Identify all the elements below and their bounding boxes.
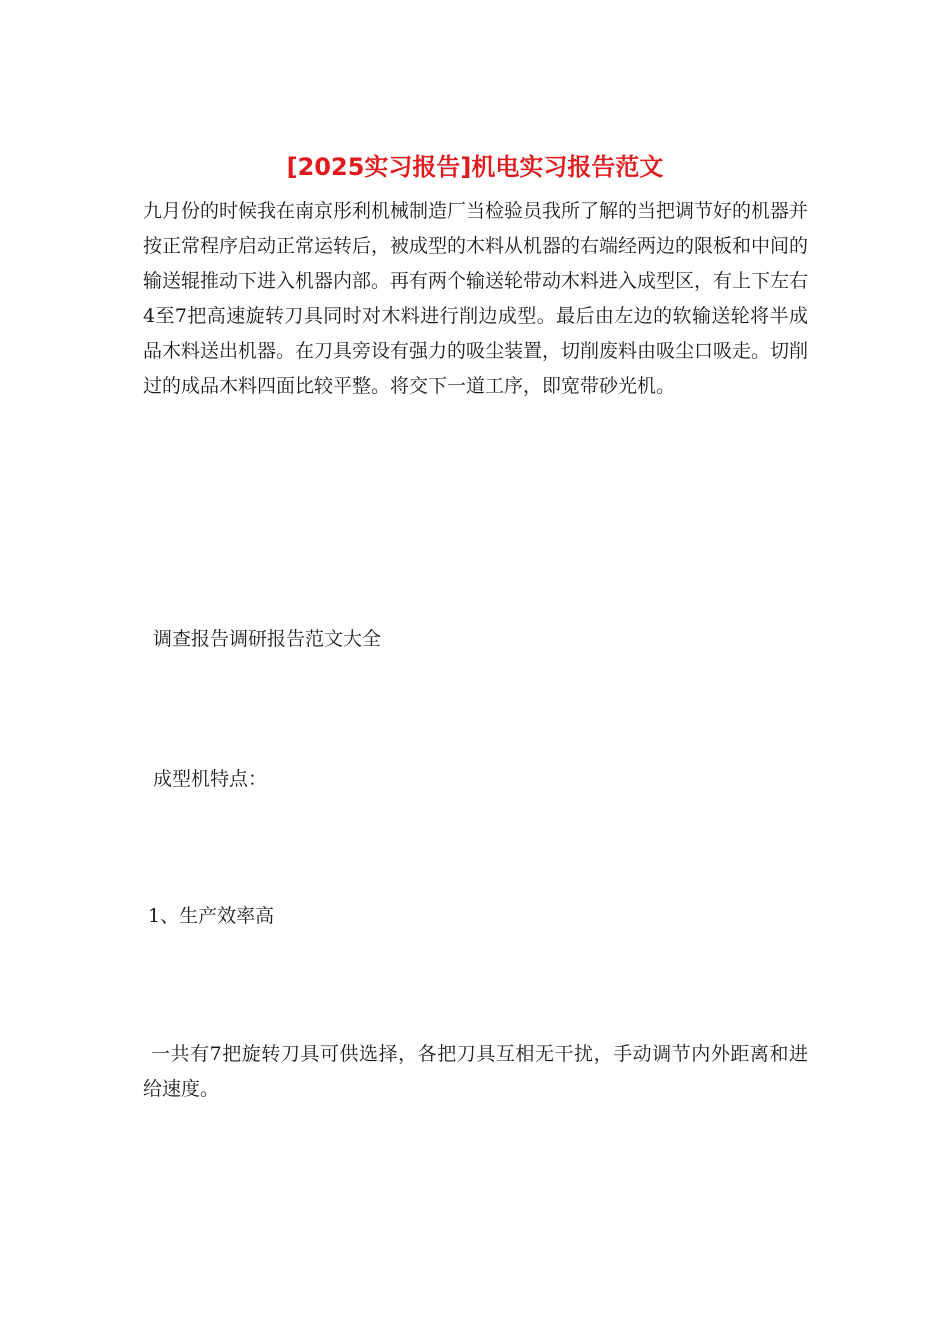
item1-heading: 1、生产效率高 — [148, 905, 275, 927]
features-heading: 成型机特点： — [153, 768, 268, 790]
item1-paragraph: 一共有7把旋转刀具可供选择，各把刀具互相无干扰，手动调节内外距离和进给速度。 — [143, 1043, 808, 1100]
document-title: [2025实习报告]机电实习报告范文 — [286, 153, 664, 181]
survey-heading: 调查报告调研报告范文大全 — [153, 628, 382, 650]
intro-paragraph: 九月份的时候我在南京彤利机械制造厂当检验员我所了解的当把调节好的机器并按正常程序启动正常运转后，被成型的木料从机器的右端经两边的限板和中间的输送辊推动下进入机器内部。再有两个输送轮带动木料进入成型区，有上下左右4至7把高速旋转刀具同时对木料进行削边成型。最后由左边的软输送轮将半成品木料送出机器。在刀具旁设有强力的吸尘装置，切削废料由吸尘口吸走。切削过的成品木料四面比较平整。将交下一道工序，即宽带砂光机。 — [143, 200, 809, 397]
